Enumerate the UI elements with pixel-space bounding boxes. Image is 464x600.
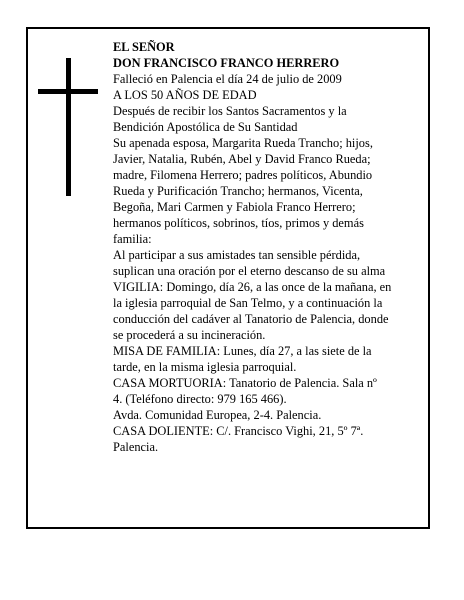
family-line: familia: — [113, 232, 152, 246]
family-line: Su apenada esposa, Margarita Rueda Trancho; hijos, — [113, 136, 373, 150]
notice-title: EL SEÑOR — [113, 40, 175, 54]
obituary-text — [113, 39, 425, 455]
mass-line: MISA DE FAMILIA: Lunes, día 27, a las siete de la — [113, 344, 372, 358]
mortuary-line: 4. (Teléfono directo: 979 165 466). — [113, 392, 287, 406]
request-paragraph — [113, 247, 425, 279]
mortuary-line: Avda. Comunidad Europea, 2-4. Palencia. — [113, 408, 322, 422]
home-line: Palencia. — [113, 440, 159, 454]
family-line: madre, Filomena Herrero; padres políticos, Abundio — [113, 168, 373, 182]
request-line: Al participar a sus amistades tan sensible pérdida, — [113, 248, 361, 262]
vigil-line: conducción del cadáver al Tanatorio de Palencia, donde — [113, 312, 389, 326]
family-line: Begoña, Mari Carmen y Fabiola Franco Herrero; — [113, 200, 356, 214]
vigil-line: se procederá a su incineración. — [113, 328, 266, 342]
deceased-name: DON FRANCISCO FRANCO HERRERO — [113, 56, 340, 70]
death-statement: Falleció en Palencia el día 24 de julio de 2009 — [113, 72, 342, 86]
sacraments-line: Bendición Apostólica de Su Santidad — [113, 120, 298, 134]
sacraments-paragraph — [113, 103, 425, 135]
vigil-paragraph — [113, 279, 425, 343]
cross-icon-bar — [38, 89, 98, 94]
home-paragraph — [113, 423, 425, 455]
request-line: suplican una oración por el eterno descanso de su alma — [113, 264, 386, 278]
home-line: CASA DOLIENTE: C/. Francisco Vighi, 21, 5º 7ª. — [113, 424, 364, 438]
mortuary-line: CASA MORTUORIA: Tanatorio de Palencia. Sala nº — [113, 376, 377, 390]
family-line: Javier, Natalia, Rubén, Abel y David Franco Rueda; — [113, 152, 371, 166]
vigil-line: la iglesia parroquial de San Telmo, y a continuación la — [113, 296, 383, 310]
age-statement: A LOS 50 AÑOS DE EDAD — [113, 88, 257, 102]
vigil-line: VIGILIA: Domingo, día 26, a las once de la mañana, en — [113, 280, 392, 294]
mass-paragraph — [113, 343, 425, 375]
mass-line: tarde, en la misma iglesia parroquial. — [113, 360, 297, 374]
family-paragraph — [113, 135, 425, 247]
cross-icon — [66, 58, 71, 196]
mortuary-paragraph — [113, 375, 425, 423]
family-line: Rueda y Purificación Trancho; hermanos, Vicenta, — [113, 184, 363, 198]
sacraments-line: Después de recibir los Santos Sacramentos y la — [113, 104, 347, 118]
family-line: hermanos políticos, sobrinos, tíos, primos y demás — [113, 216, 364, 230]
